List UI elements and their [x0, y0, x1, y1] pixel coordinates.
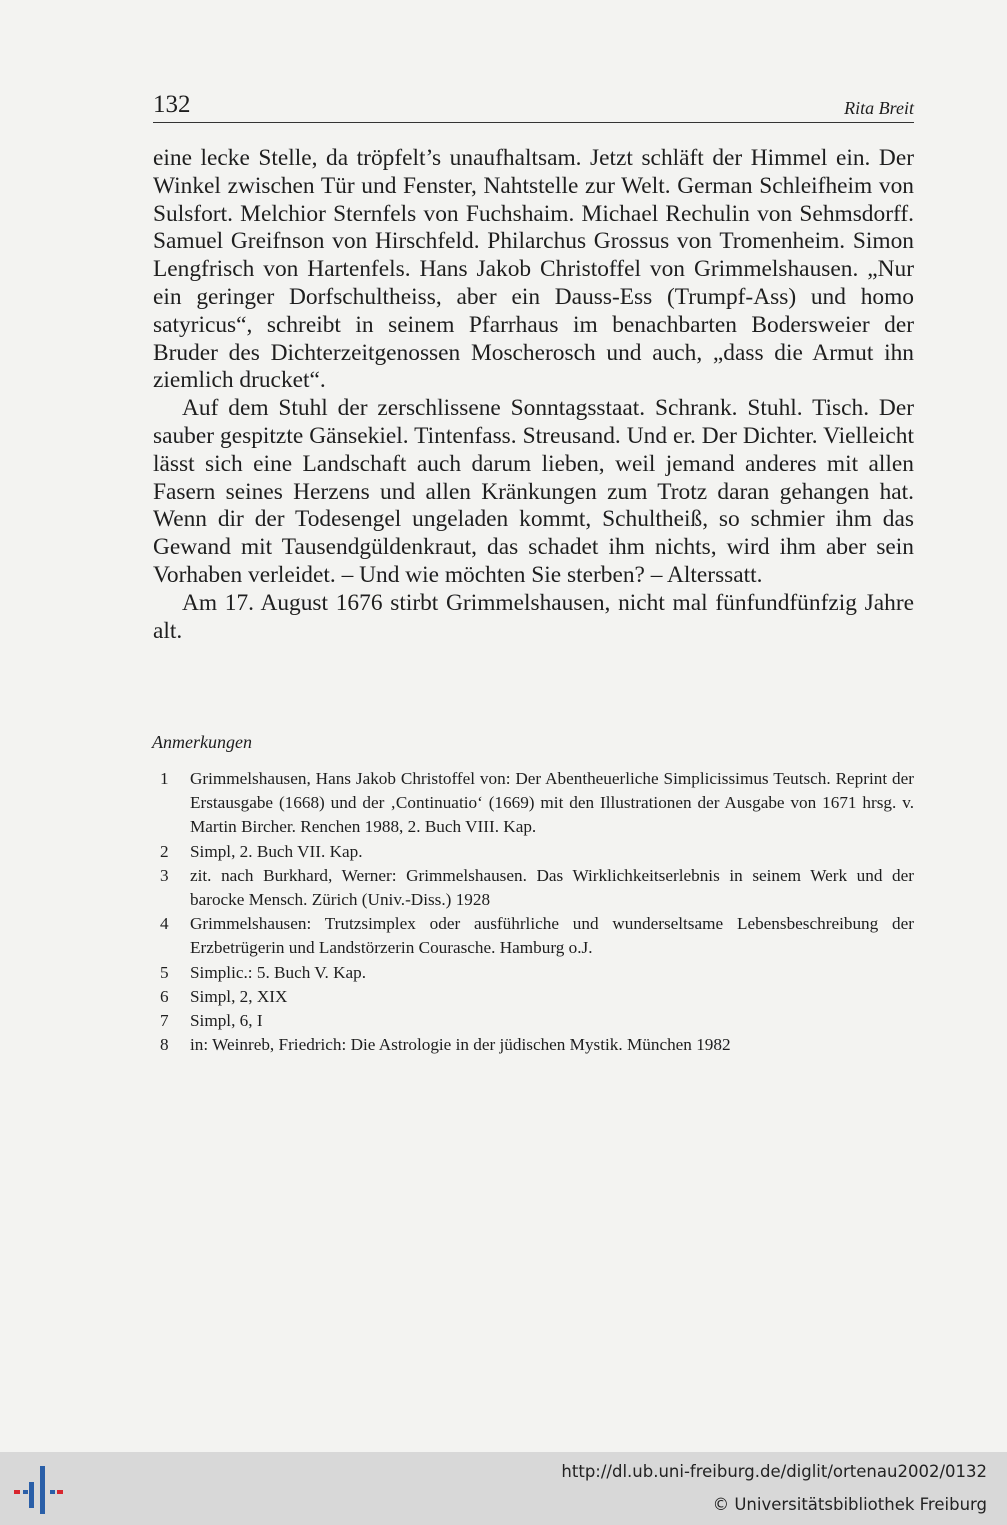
note-text: Simpl, 6, I [190, 1011, 263, 1031]
running-head-author: Rita Breit [844, 98, 914, 118]
footer-bar [0, 1452, 1007, 1525]
permalink-url[interactable]: http://dl.ub.uni-freiburg.de/diglit/ortenau2002/0132 [561, 1462, 987, 1481]
note-number: 5 [160, 962, 169, 982]
ub-freiburg-logo-icon[interactable] [14, 1462, 64, 1514]
paragraph: eine lecke Stelle, da tröpfelt’s unaufhaltsam. Jetzt schläft der Himmel ein. Der Winkel zwischen Tür und Fenster, Nahtstelle zur Welt. German Schleifheim von Sulsfort. Melchior Sternfels von Fuchshaim. Michael Rechulin von Sehmsdorff. Samuel Greifnson von Hirschfeld. Philarchus Grossus von Tromenheim. Simon Lengfrisch von Hartenfels. Hans Jakob Christoffel von Grimmelshausen. „Nur ein geringer Dorfschultheiss, aber ein Dauss-Ess (Trumpf-Ass) und homo satyricus“, schreibt in seinem Pfarrhaus im benachbarten Bodersweier der Bruder des Dichterzeitgenossen Moscherosch und auch, „dass die Armut ihn ziemlich drucket“. [153, 145, 914, 394]
note-number: 6 [160, 986, 169, 1006]
page-number: 132 [153, 91, 191, 118]
note-text: Grimmelshausen: Trutzsimplex oder ausführliche und wunderseltsame Lebensbeschreibung der Erzbetrügerin und Landstörzerin Courasche. Hamburg o.J. [190, 914, 914, 958]
note-item [160, 961, 914, 985]
note-text: Simpl, 2, XIX [190, 986, 288, 1006]
copyright-notice: © Universitätsbibliothek Freiburg [712, 1495, 987, 1514]
note-number: 3 [160, 865, 169, 885]
note-item [160, 1009, 914, 1033]
note-number: 7 [160, 1011, 169, 1031]
note-item [160, 840, 914, 864]
note-text: Simpl, 2. Buch VII. Kap. [190, 841, 363, 861]
note-text: Grimmelshausen, Hans Jakob Christoffel von: Der Abentheuerliche Simplicissimus Teutsch. Reprint der Erstausgabe (1668) und der ‚Continuatio‘ (1669) mit den Illustrationen der Ausgabe von 1671 hrsg. v. Martin Bircher. Renchen 1988, 2. Buch VIII. Kap. [190, 769, 914, 837]
note-item [160, 985, 914, 1009]
note-item [160, 912, 914, 960]
note-number: 2 [160, 841, 169, 861]
note-number: 8 [160, 1035, 169, 1055]
paragraph: Am 17. August 1676 stirbt Grimmelshausen, nicht mal fünfundfünfzig Jahre alt. [153, 589, 914, 644]
note-text: zit. nach Burkhard, Werner: Grimmelshausen. Das Wirklichkeitserlebnis in seinem Werk und der barocke Mensch. Zürich (Univ.-Diss.) 1928 [190, 865, 914, 910]
page-header [153, 90, 914, 123]
note-text: Simplic.: 5. Buch V. Kap. [190, 962, 367, 982]
note-number: 1 [160, 769, 169, 788]
note-item [160, 767, 914, 840]
note-text: in: Weinreb, Friedrich: Die Astrologie in der jüdischen Mystik. München 1982 [190, 1035, 731, 1055]
note-number: 4 [160, 914, 169, 934]
note-item [160, 864, 914, 912]
notes-heading: Anmerkungen [152, 732, 252, 752]
notes-list [160, 767, 914, 1057]
paragraph: Auf dem Stuhl der zerschlissene Sonntagsstaat. Schrank. Stuhl. Tisch. Der sauber gespitzte Gänsekiel. Tintenfass. Streusand. Und er. Der Dichter. Vielleicht lässt sich eine Landschaft auch darum lieben, weil jemand anderes mit allen Fasern seines Herzens und allen Kränkungen zum Trotz daran gehangen hat. Wenn dir der Todesengel ungeladen kommt, Schultheiß, so schmier ihm das Gewand mit Tausendgüldenkraut, das schadet ihm nichts, wird ihm aber sein Vorhaben verleidet. – Und wie möchten Sie sterben? – Alterssatt. [153, 395, 914, 588]
main-text [153, 145, 914, 645]
note-item [160, 1033, 914, 1057]
